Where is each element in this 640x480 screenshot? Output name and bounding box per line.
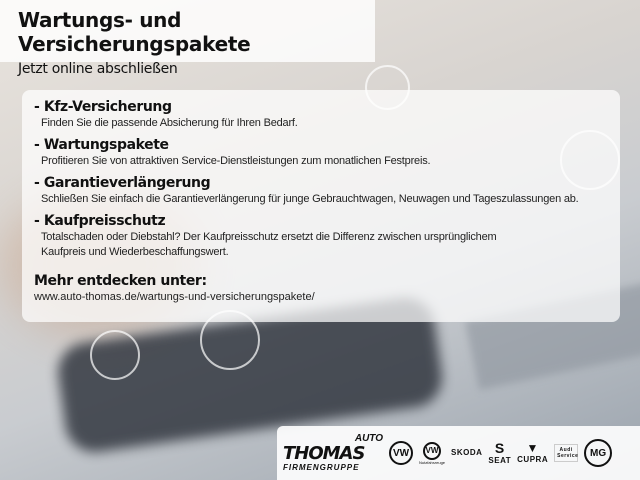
item-text: Totalschaden oder Diebstahl? Der Kaufpreisschutz ersetzt die Differenz zwischen ursprünglichem Kaufpreis und Wiederbeschaffungswert. — [41, 231, 497, 258]
item-text: Finden Sie die passende Absicherung für Ihren Bedarf. — [41, 117, 298, 129]
more-heading: Mehr entdecken unter: — [34, 273, 207, 289]
cupra-logo: ▼ CUPRA — [517, 441, 549, 464]
item-heading: - Garantieverlängerung — [34, 175, 211, 191]
mg-logo: MG — [584, 439, 612, 467]
vw-nutzfahrzeuge-logo: VW Nutzfahrzeuge — [419, 442, 445, 465]
item-text: Schließen Sie einfach die Garantieverlängerung für junge Gebrauchtwagen, Neuwagen und Tageszulassungen ab. — [41, 193, 579, 205]
header — [0, 0, 375, 77]
more-section — [34, 272, 608, 305]
list-item — [34, 212, 608, 260]
info-panel — [22, 90, 620, 322]
item-text: Profitieren Sie von attraktiven Service-Dienstleistungen zum monatlichen Festpreis. — [41, 155, 431, 167]
list-item — [34, 98, 608, 131]
item-heading: - Kfz-Versicherung — [34, 99, 172, 115]
seat-logo: S SEAT — [488, 440, 512, 465]
auto-thomas-logo: AUTO THOMAS FIRMENGRUPPE — [283, 433, 383, 472]
audi-service-logo: Audi Service — [554, 444, 578, 462]
vw-logo: VW — [389, 441, 413, 465]
item-heading: - Wartungspakete — [34, 137, 169, 153]
skoda-logo: SKODA — [451, 448, 483, 457]
list-item — [34, 136, 608, 169]
page-subtitle: Jetzt online abschließen — [18, 61, 178, 77]
page-title: Wartungs- und Versicherungspakete — [18, 8, 251, 56]
website-link[interactable]: www.auto-thomas.de/wartungs-und-versicherungspakete/ — [34, 291, 315, 303]
item-heading: - Kaufpreisschutz — [34, 213, 166, 229]
list-item — [34, 174, 608, 207]
brand-logo-bar — [277, 426, 640, 480]
